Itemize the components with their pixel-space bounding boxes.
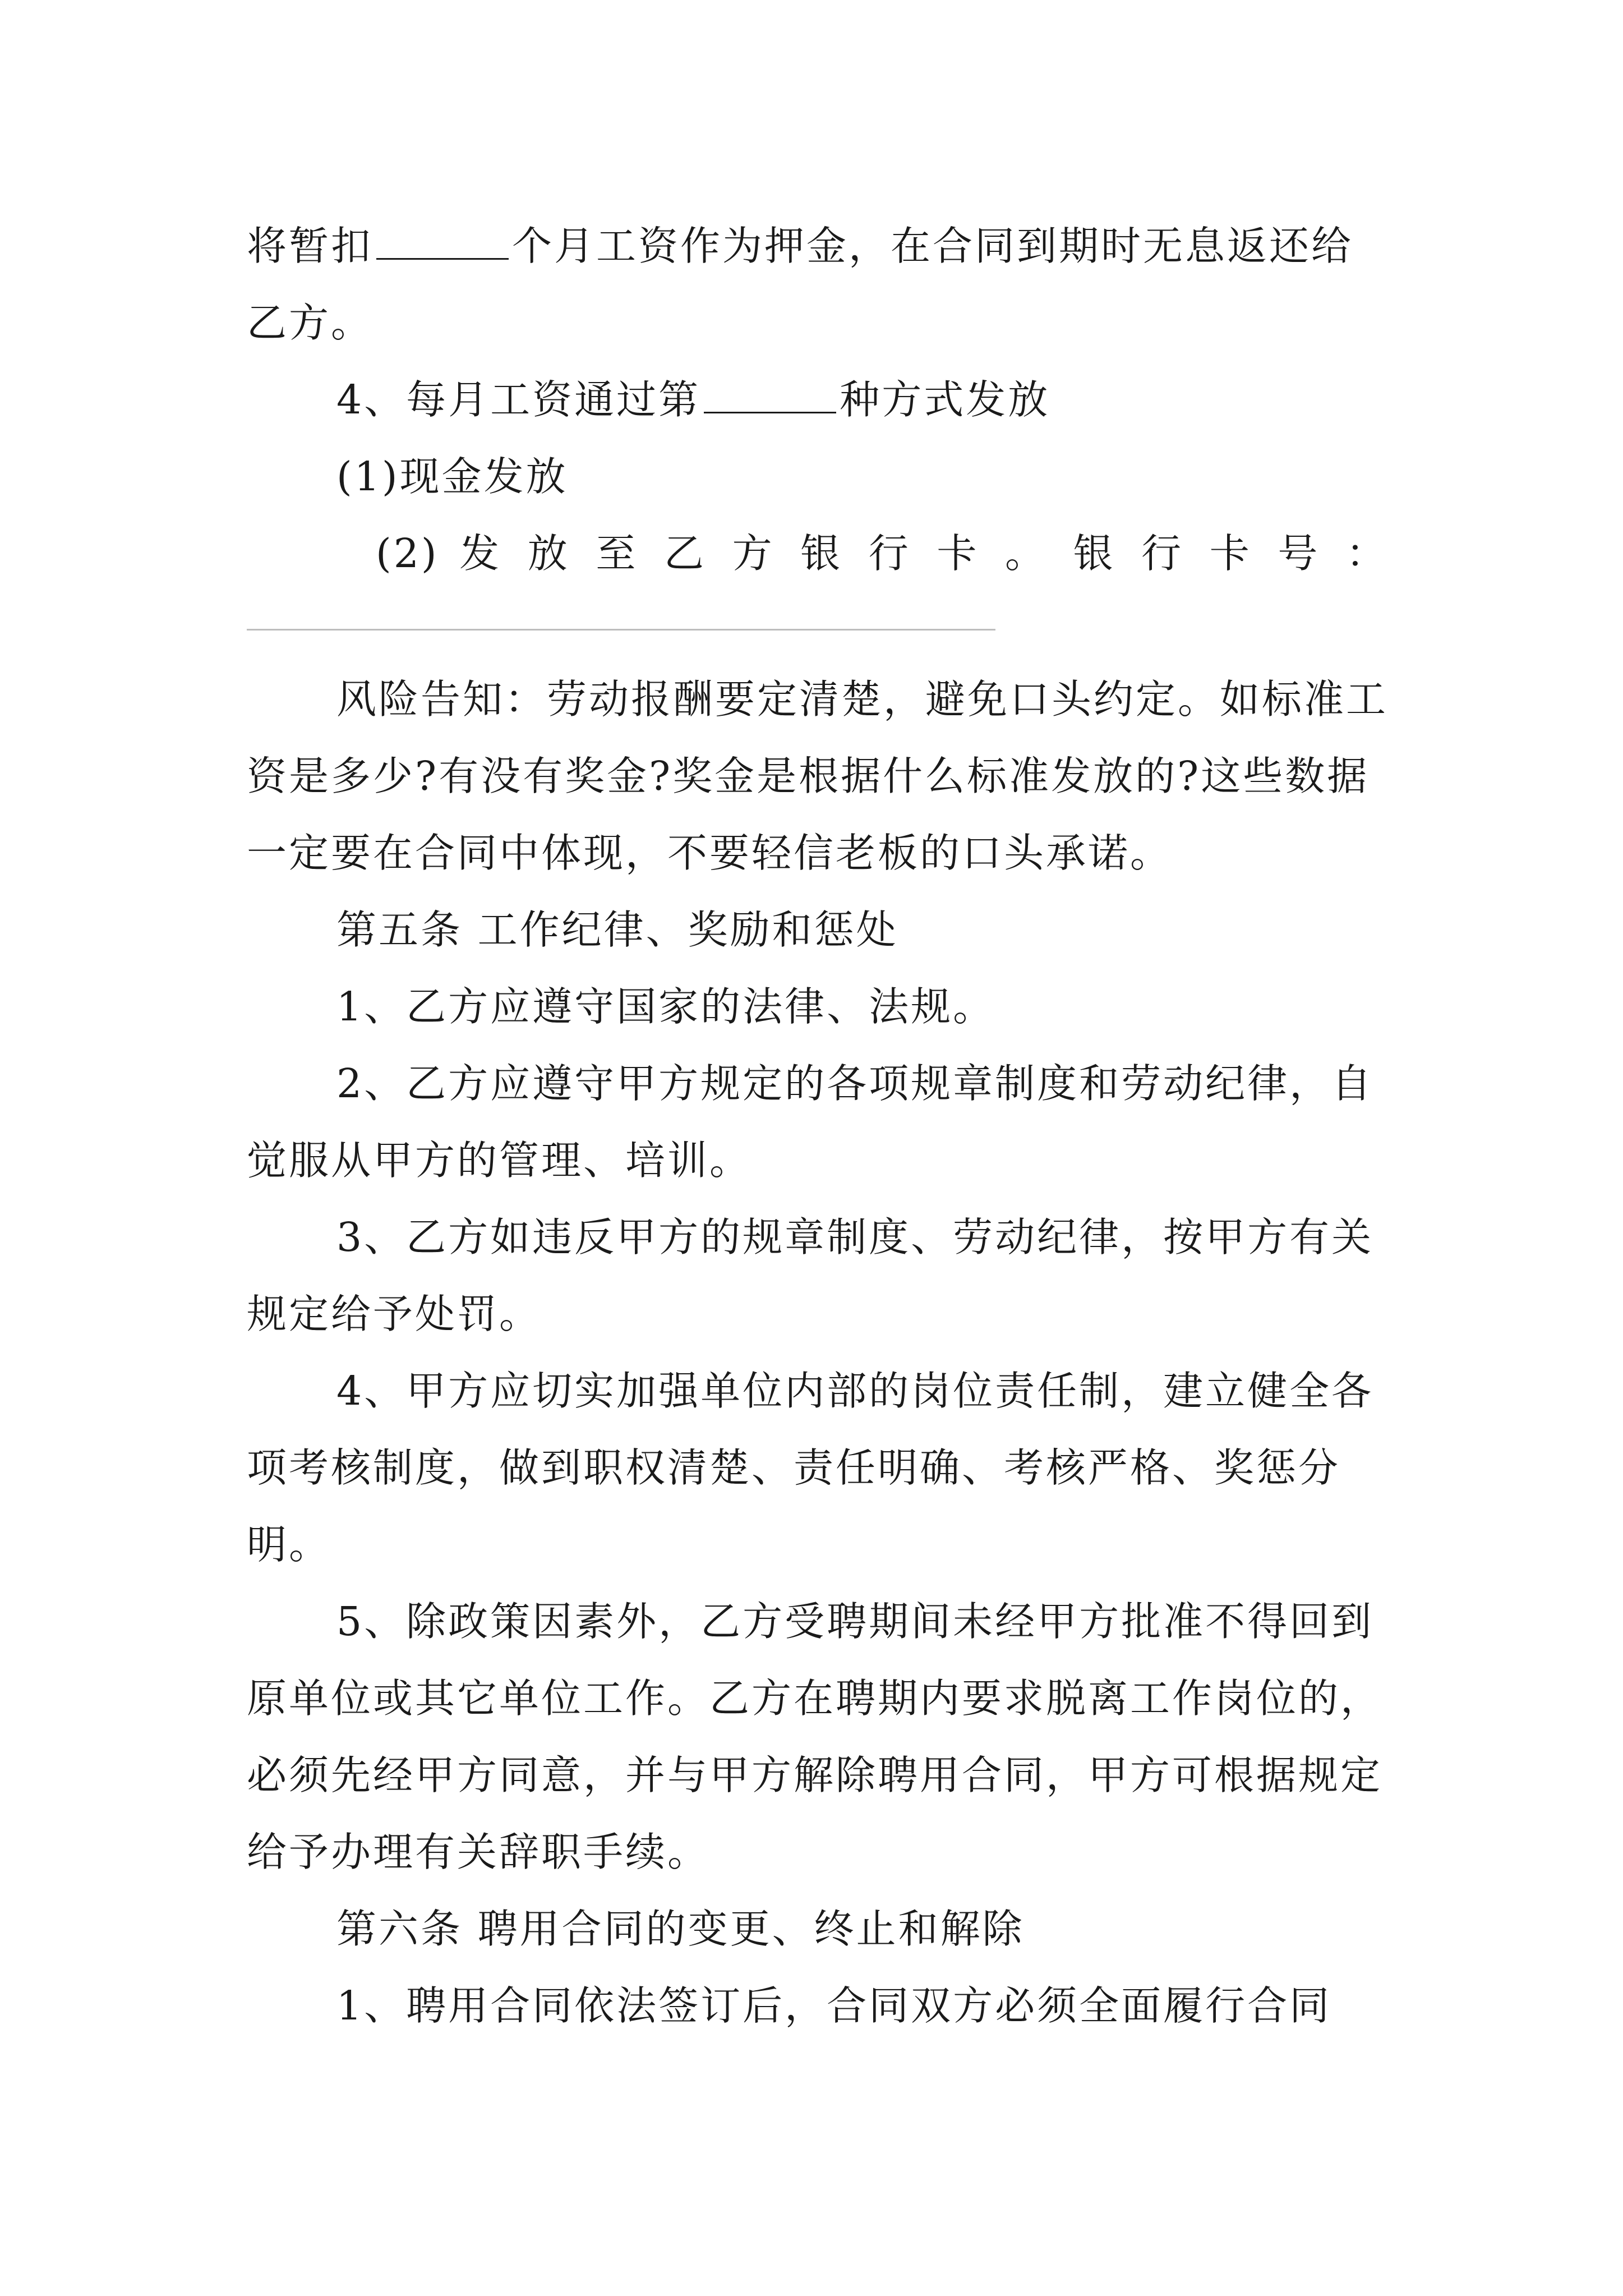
- article-6-heading: 第六条 聘用合同的变更、终止和解除: [336, 1906, 1025, 1952]
- bank-card-number-line[interactable]: [247, 629, 995, 631]
- article-5-item-5: 5、除政策因素外，乙方受聘期间未经甲方批准不得回到原单位或其它单位工作。乙方在聘期内要求脱离工作岗位的，必须先经甲方同意，并与甲方解除聘用合同，甲方可根据规定给予办理有关辞职手续。: [247, 1598, 1383, 1875]
- text-segment: 种方式发放: [840, 376, 1050, 423]
- article-6-item-1: 1、聘用合同依法签订后，合同双方必须全面履行合同: [336, 1982, 1332, 2029]
- option-bank-card: (2) 发 放 至 乙 方 银 行 卡 。 银 行 卡 号 ：: [376, 530, 1388, 577]
- option-cash: (1)现金发放: [336, 453, 568, 500]
- text-segment: 4、每月工资通过第: [336, 376, 701, 423]
- text-segment: 个月工资作为押金，在合同到期时无息返还给: [512, 223, 1354, 269]
- paragraph-deposit: [247, 208, 1388, 284]
- blank-months-field[interactable]: [376, 224, 509, 260]
- article-5-item-4: 4、甲方应切实加强单位内部的岗位责任制，建立健全各项考核制度，做到职权清楚、责任明确、考核严格、奖惩分明。: [247, 1368, 1374, 1568]
- article-5-item-2: 2、乙方应遵守甲方规定的各项规章制度和劳动纪律，自觉服从甲方的管理、培训。: [247, 1060, 1374, 1184]
- paragraph-deposit-end: 乙方。: [247, 300, 374, 346]
- paragraph-risk-notice: 风险告知：劳动报酬要定清楚，避免口头约定。如标准工资是多少?有没有奖金?奖金是根据什么标准发放的?这些数据一定要在合同中体现，不要轻信老板的口头承诺。: [247, 676, 1389, 876]
- article-5-item-3: 3、乙方如违反甲方的规章制度、劳动纪律，按甲方有关规定给予处罚。: [247, 1214, 1374, 1337]
- article-5-item-1: 1、乙方应遵守国家的法律、法规。: [336, 983, 995, 1030]
- text-segment: 将暂扣: [247, 223, 374, 269]
- document-page: [247, 208, 1388, 2044]
- blank-method-field[interactable]: [704, 378, 836, 413]
- paragraph-payment-method: [247, 361, 1388, 438]
- article-5-heading: 第五条 工作纪律、奖励和惩处: [336, 907, 898, 953]
